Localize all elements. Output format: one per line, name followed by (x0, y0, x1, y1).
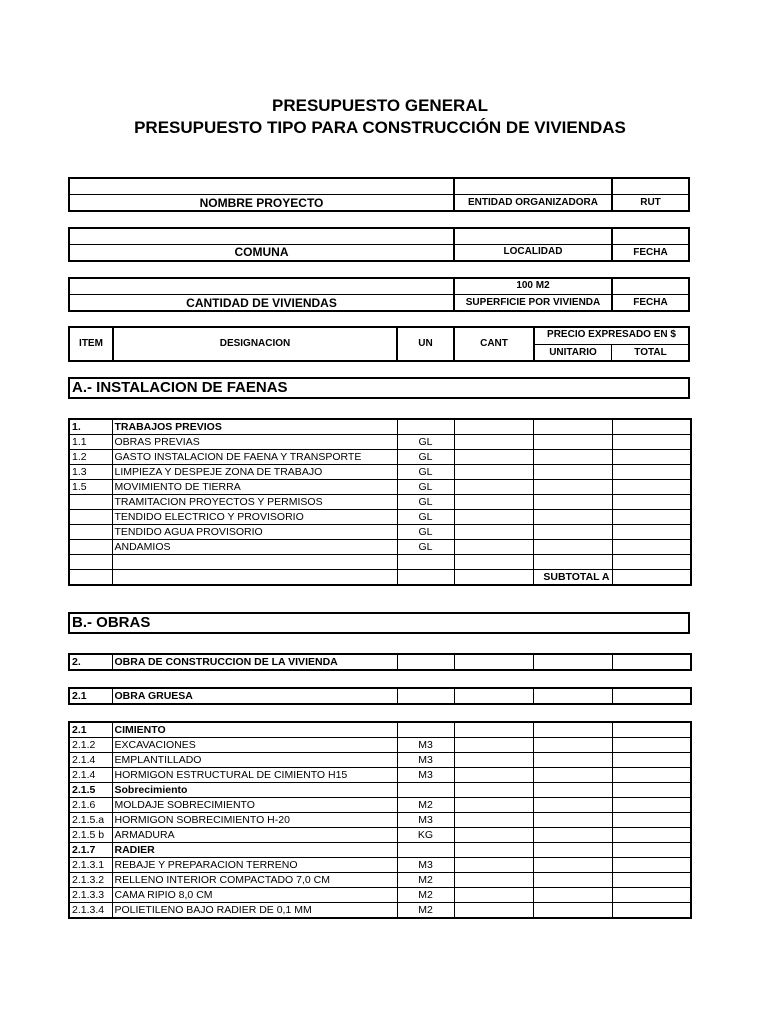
table-row (69, 888, 691, 903)
item-unit: GL (397, 510, 454, 525)
table-row (69, 450, 691, 465)
table-row (69, 654, 691, 670)
item-description: OBRAS PREVIAS (112, 435, 397, 450)
item-unit: M3 (397, 813, 454, 828)
item-description: CAMA RIPIO 8,0 CM (112, 888, 397, 903)
item-unit: M2 (397, 798, 454, 813)
cantidad-viviendas-label: CANTIDAD DE VIVIENDAS (186, 296, 337, 310)
item-total (612, 888, 691, 903)
item-quantity (454, 858, 533, 873)
header-unitario: UNITARIO (549, 347, 597, 358)
table-row (69, 435, 691, 450)
item-code: 1.3 (69, 465, 112, 480)
table-row (69, 722, 691, 738)
item-description: POLIETILENO BAJO RADIER DE 0,1 MM (112, 903, 397, 919)
faenas-table (68, 418, 692, 586)
item-total (612, 783, 691, 798)
housing-box (68, 277, 690, 312)
item-description: TENDIDO ELECTRICO Y PROVISORIO (112, 510, 397, 525)
subtotal-a-label: SUBTOTAL A (533, 570, 612, 586)
item-total (612, 753, 691, 768)
item-description (112, 555, 397, 570)
item-code: 2.1.2 (69, 738, 112, 753)
table-row (69, 768, 691, 783)
location-box (68, 227, 690, 262)
table-row (69, 873, 691, 888)
item-unit-price (533, 798, 612, 813)
item-description: EXCAVACIONES (112, 738, 397, 753)
item-unit-price (533, 495, 612, 510)
item-quantity (454, 419, 533, 435)
item-code (69, 540, 112, 555)
item-quantity (454, 873, 533, 888)
superficie-label: SUPERFICIE POR VIVIENDA (465, 297, 601, 308)
table-row (69, 858, 691, 873)
table-row (69, 738, 691, 753)
item-code: 2.1.7 (69, 843, 112, 858)
item-code (69, 510, 112, 525)
item-unit: KG (397, 828, 454, 843)
item-quantity (454, 783, 533, 798)
item-unit (397, 722, 454, 738)
item-quantity (454, 798, 533, 813)
item-unit: M3 (397, 768, 454, 783)
item-quantity (454, 525, 533, 540)
item-quantity (454, 555, 533, 570)
item-code: 1.5 (69, 480, 112, 495)
item-unit: M2 (397, 888, 454, 903)
item-total (612, 480, 691, 495)
table-row (69, 813, 691, 828)
item-code: 2.1.6 (69, 798, 112, 813)
item-description: ANDAMIOS (112, 540, 397, 555)
item-code: 1. (69, 419, 112, 435)
item-unit-price (533, 480, 612, 495)
table-row (69, 903, 691, 919)
item-unit-price (533, 828, 612, 843)
item-unit: GL (397, 480, 454, 495)
item-description: MOLDAJE SOBRECIMIENTO (112, 798, 397, 813)
item-description: LIMPIEZA Y DESPEJE ZONA DE TRABAJO (112, 465, 397, 480)
item-quantity (454, 495, 533, 510)
item-unit: GL (397, 495, 454, 510)
item-quantity (454, 738, 533, 753)
table-row (69, 798, 691, 813)
item-description: RADIER (112, 843, 397, 858)
item-total (612, 798, 691, 813)
item-unit: GL (397, 450, 454, 465)
table-row (69, 783, 691, 798)
item-code: 2.1.3.1 (69, 858, 112, 873)
comuna-label: COMUNA (234, 245, 289, 259)
rut-label: RUT (640, 197, 661, 208)
item-quantity (454, 540, 533, 555)
item-unit-price (533, 450, 612, 465)
table-row (69, 540, 691, 555)
item-total (612, 828, 691, 843)
item-unit-price (533, 419, 612, 435)
entity-label: ENTIDAD ORGANIZADORA (468, 197, 598, 208)
item-quantity (454, 753, 533, 768)
item-total (612, 525, 691, 540)
fecha-label-2: FECHA (633, 297, 668, 308)
project-box (68, 177, 690, 212)
header-un: UN (418, 338, 433, 349)
item-unit-price (533, 783, 612, 798)
item-unit: GL (397, 465, 454, 480)
header-item: ITEM (79, 338, 103, 349)
item-total (612, 465, 691, 480)
item-description: TRABAJOS PREVIOS (112, 419, 397, 435)
item-unit-price (533, 843, 612, 858)
item-unit (397, 783, 454, 798)
document-subtitle: PRESUPUESTO TIPO PARA CONSTRUCCIÓN DE VIVIENDAS (134, 118, 626, 137)
table-row (69, 495, 691, 510)
item-total (612, 903, 691, 919)
item-description: Sobrecimiento (112, 783, 397, 798)
item-description: RELLENO INTERIOR COMPACTADO 7,0 CM (112, 873, 397, 888)
item-unit-price (533, 555, 612, 570)
item-unit-price (533, 540, 612, 555)
item-total (612, 450, 691, 465)
subtotal-a-value (612, 570, 691, 586)
item-total (612, 813, 691, 828)
item-code: 2.1 (69, 688, 112, 704)
item-quantity (454, 465, 533, 480)
area-value: 100 M2 (516, 280, 550, 291)
item-unit: GL (397, 540, 454, 555)
item-unit: GL (397, 525, 454, 540)
table-row (69, 525, 691, 540)
item-quantity (454, 888, 533, 903)
item-unit: M3 (397, 753, 454, 768)
item-unit (397, 843, 454, 858)
obras-table (68, 721, 692, 919)
item-unit: M3 (397, 738, 454, 753)
item-code: 2.1.3.4 (69, 903, 112, 919)
item-description: TRAMITACION PROYECTOS Y PERMISOS (112, 495, 397, 510)
item-total (612, 540, 691, 555)
item-code (69, 495, 112, 510)
item-unit: M2 (397, 903, 454, 919)
item-quantity (454, 450, 533, 465)
item-code: 2.1.5.a (69, 813, 112, 828)
item-description: MOVIMIENTO DE TIERRA (112, 480, 397, 495)
subtotal-row (69, 570, 691, 586)
item-quantity (454, 480, 533, 495)
header-cant: CANT (480, 338, 508, 349)
item-quantity (454, 435, 533, 450)
item-description: EMPLANTILLADO (112, 753, 397, 768)
item-description: ARMADURA (112, 828, 397, 843)
item-description: REBAJE Y PREPARACION TERRENO (112, 858, 397, 873)
item-code: 2.1.4 (69, 768, 112, 783)
item-unit-price (533, 753, 612, 768)
item-total (612, 843, 691, 858)
header-precio: PRECIO EXPRESADO EN $ (547, 329, 676, 340)
item-unit-price (533, 813, 612, 828)
item-unit-price (533, 903, 612, 919)
item-quantity (454, 843, 533, 858)
localidad-label: LOCALIDAD (503, 246, 563, 257)
document-title: PRESUPUESTO GENERAL (271, 96, 488, 115)
header-designacion: DESIGNACION (219, 338, 291, 349)
item-code: 2.1.3.2 (69, 873, 112, 888)
section-a-title: A.- INSTALACION DE FAENAS (68, 377, 690, 399)
item-code: 2.1.4 (69, 753, 112, 768)
item-description: GASTO INSTALACION DE FAENA Y TRANSPORTE (112, 450, 397, 465)
item-unit-price (533, 873, 612, 888)
table-row (69, 419, 691, 435)
item-description: CIMIENTO (112, 722, 397, 738)
item-code: 2. (69, 654, 112, 670)
item-code: 2.1.5 (69, 783, 112, 798)
obra-gruesa-table (68, 687, 692, 705)
item-total (612, 858, 691, 873)
item-unit (397, 555, 454, 570)
table-header (68, 326, 690, 362)
item-quantity (454, 768, 533, 783)
item-total (612, 555, 691, 570)
item-unit (397, 419, 454, 435)
item-unit: M2 (397, 873, 454, 888)
table-row (69, 828, 691, 843)
item-total (612, 419, 691, 435)
table-row (69, 465, 691, 480)
item-total (612, 873, 691, 888)
item-total (612, 510, 691, 525)
item-quantity (454, 813, 533, 828)
table-row (69, 480, 691, 495)
item-unit-price (533, 435, 612, 450)
item-code: 1.2 (69, 450, 112, 465)
item-unit-price (533, 888, 612, 903)
item-unit-price (533, 722, 612, 738)
item-total (612, 738, 691, 753)
item-description: OBRA GRUESA (112, 688, 397, 704)
item-description: HORMIGON ESTRUCTURAL DE CIMIENTO H15 (112, 768, 397, 783)
table-row (69, 843, 691, 858)
item-unit-price (533, 858, 612, 873)
item-total (612, 768, 691, 783)
item-quantity (454, 510, 533, 525)
item-code: 2.1.3.3 (69, 888, 112, 903)
item-unit-price (533, 738, 612, 753)
item-total (612, 495, 691, 510)
item-description: OBRA DE CONSTRUCCION DE LA VIVIENDA (112, 654, 397, 670)
item-total (612, 722, 691, 738)
section-b-title: B.- OBRAS (68, 612, 690, 634)
item-unit-price (533, 510, 612, 525)
item-quantity (454, 828, 533, 843)
item-quantity (454, 722, 533, 738)
header-total: TOTAL (634, 347, 667, 358)
obra-construccion-table (68, 653, 692, 671)
fecha-label: FECHA (633, 247, 668, 258)
table-row (69, 688, 691, 704)
table-row (69, 510, 691, 525)
item-unit-price (533, 768, 612, 783)
item-total (612, 435, 691, 450)
item-unit: M3 (397, 858, 454, 873)
item-unit: GL (397, 435, 454, 450)
item-code: 2.1.5 b (69, 828, 112, 843)
table-row (69, 555, 691, 570)
item-description: HORMIGON SOBRECIMIENTO H-20 (112, 813, 397, 828)
project-name-label: NOMBRE PROYECTO (199, 196, 324, 210)
item-code: 1.1 (69, 435, 112, 450)
table-row (69, 753, 691, 768)
item-code (69, 525, 112, 540)
item-quantity (454, 903, 533, 919)
item-description: TENDIDO AGUA PROVISORIO (112, 525, 397, 540)
item-unit-price (533, 465, 612, 480)
item-code (69, 555, 112, 570)
item-code: 2.1 (69, 722, 112, 738)
item-unit-price (533, 525, 612, 540)
